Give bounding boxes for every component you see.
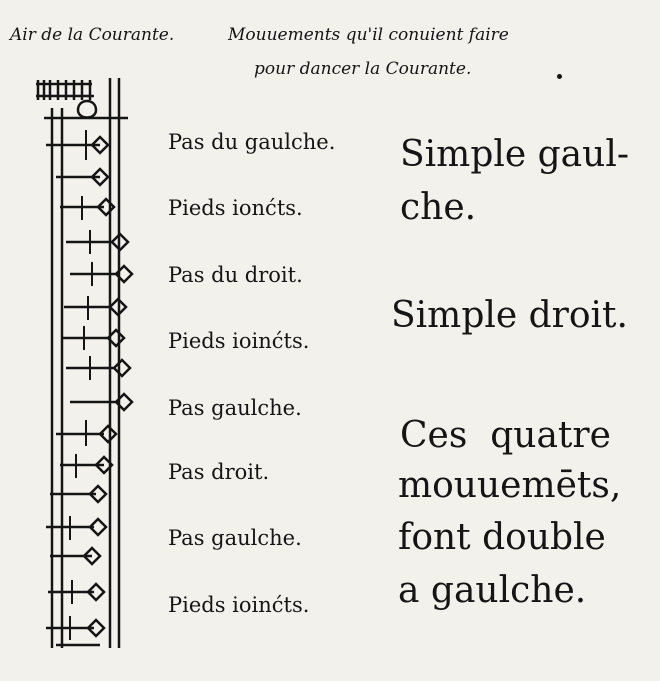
header-movements-line2: pour dancer la Courante. (254, 59, 472, 79)
simple-droit-text: Simple droit. (391, 295, 628, 336)
step-label: Pas gaulche. (168, 396, 302, 420)
step-label: Pieds ioinćts. (168, 593, 310, 617)
header-air-title: Air de la Courante. (10, 25, 175, 45)
simple-gauche-text-cont: che. (400, 187, 477, 228)
step-label: Pieds ioinćts. (168, 329, 310, 353)
double-gauche-text-3: font double (398, 517, 606, 558)
step-label: Pieds ionćts. (168, 196, 303, 220)
double-gauche-text-1: Ces quatre (400, 415, 611, 456)
step-label: Pas du gaulche. (168, 130, 336, 154)
double-gauche-text-2: mouuemēts, (398, 465, 622, 506)
step-label: Pas gaulche. (168, 526, 302, 550)
music-notation-staff (0, 0, 150, 681)
header-movements-line1: Mouuements qu'il conuient faire (228, 25, 509, 45)
step-label: Pas du droit. (168, 263, 303, 287)
ornament-dot (557, 74, 562, 79)
step-label: Pas droit. (168, 460, 270, 484)
simple-gauche-text: Simple gaul- (400, 134, 629, 175)
double-gauche-text-4: a gaulche. (398, 570, 587, 611)
